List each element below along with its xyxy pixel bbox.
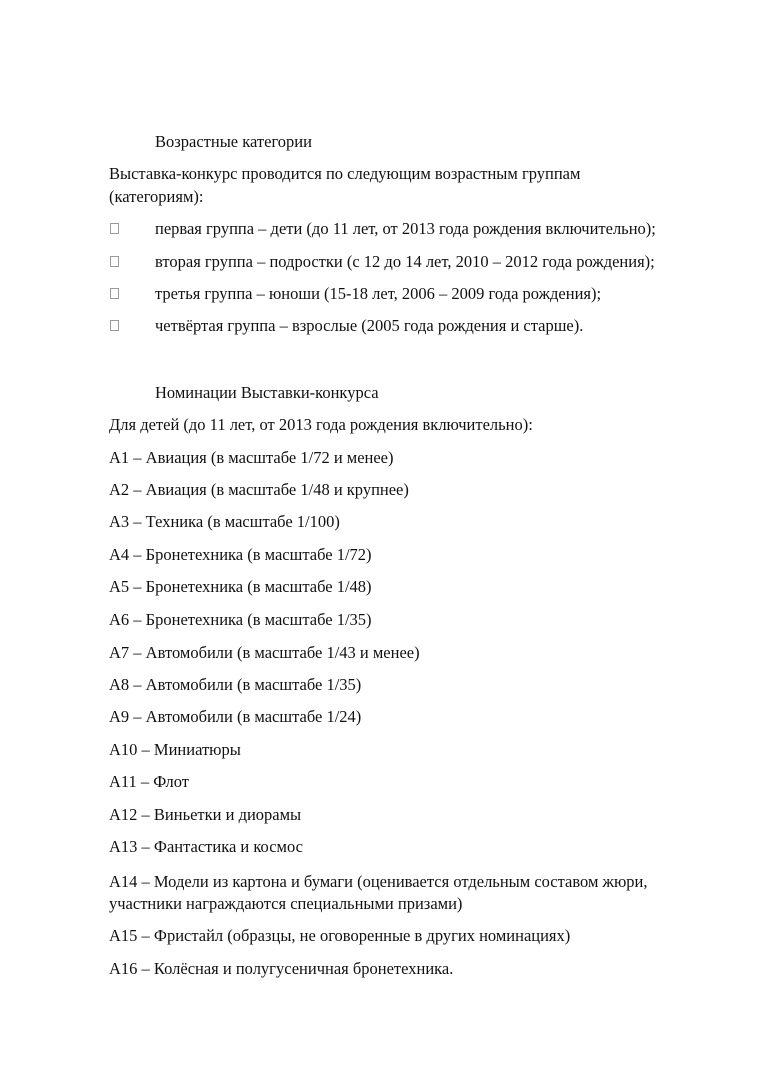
nomination-item: А7 – Автомобили (в масштабе 1/43 и менее) [109, 643, 420, 662]
nomination-item: А6 – Бронетехника (в масштабе 1/35) [109, 610, 372, 629]
nomination-item: А2 – Авиация (в масштабе 1/48 и крупнее) [109, 480, 409, 499]
nomination-item: А14 – Модели из картона и бумаги (оценивается отдельным составом жюри, [109, 872, 648, 891]
nomination-item: А9 – Автомобили (в масштабе 1/24) [109, 707, 362, 726]
nomination-item: А5 – Бронетехника (в масштабе 1/48) [109, 577, 372, 596]
bullet-icon [110, 256, 119, 267]
nomination-item: А1 – Авиация (в масштабе 1/72 и менее) [109, 448, 394, 467]
nomination-item: А13 – Фантастика и космос [109, 837, 303, 856]
bullet-icon [110, 223, 119, 234]
age-categories-heading: Возрастные категории [155, 132, 312, 151]
age-intro-line-1: Выставка-конкурс проводится по следующим возрастным группам [109, 164, 581, 183]
nomination-item-continuation: участники награждаются специальными призами) [109, 894, 463, 913]
age-group-item: вторая группа – подростки (с 12 до 14 лет, 2010 – 2012 года рождения); [155, 252, 655, 271]
age-group-item: третья группа – юноши (15-18 лет, 2006 – 2009 года рождения); [155, 284, 602, 303]
age-group-item: первая группа – дети (до 11 лет, от 2013 года рождения включительно); [155, 219, 656, 238]
nomination-item: А4 – Бронетехника (в масштабе 1/72) [109, 545, 372, 564]
nomination-item: А16 – Колёсная и полугусеничная бронетехника. [109, 959, 454, 978]
bullet-icon [110, 320, 119, 331]
nominations-heading: Номинации Выставки-конкурса [155, 383, 379, 402]
nominations-intro: Для детей (до 11 лет, от 2013 года рождения включительно): [109, 415, 533, 434]
nomination-item: А12 – Виньетки и диорамы [109, 805, 302, 824]
nomination-item: А8 – Автомобили (в масштабе 1/35) [109, 675, 362, 694]
nomination-item: А10 – Миниатюры [109, 740, 241, 759]
age-group-item: четвёртая группа – взрослые (2005 года рождения и старше). [155, 316, 584, 335]
nomination-item: А15 – Фристайл (образцы, не оговоренные в других номинациях) [109, 926, 571, 945]
bullet-icon [110, 288, 119, 299]
age-intro-line-2: (категориям): [109, 187, 204, 206]
nomination-item: А3 – Техника (в масштабе 1/100) [109, 512, 340, 531]
nomination-item: А11 – Флот [109, 772, 189, 791]
